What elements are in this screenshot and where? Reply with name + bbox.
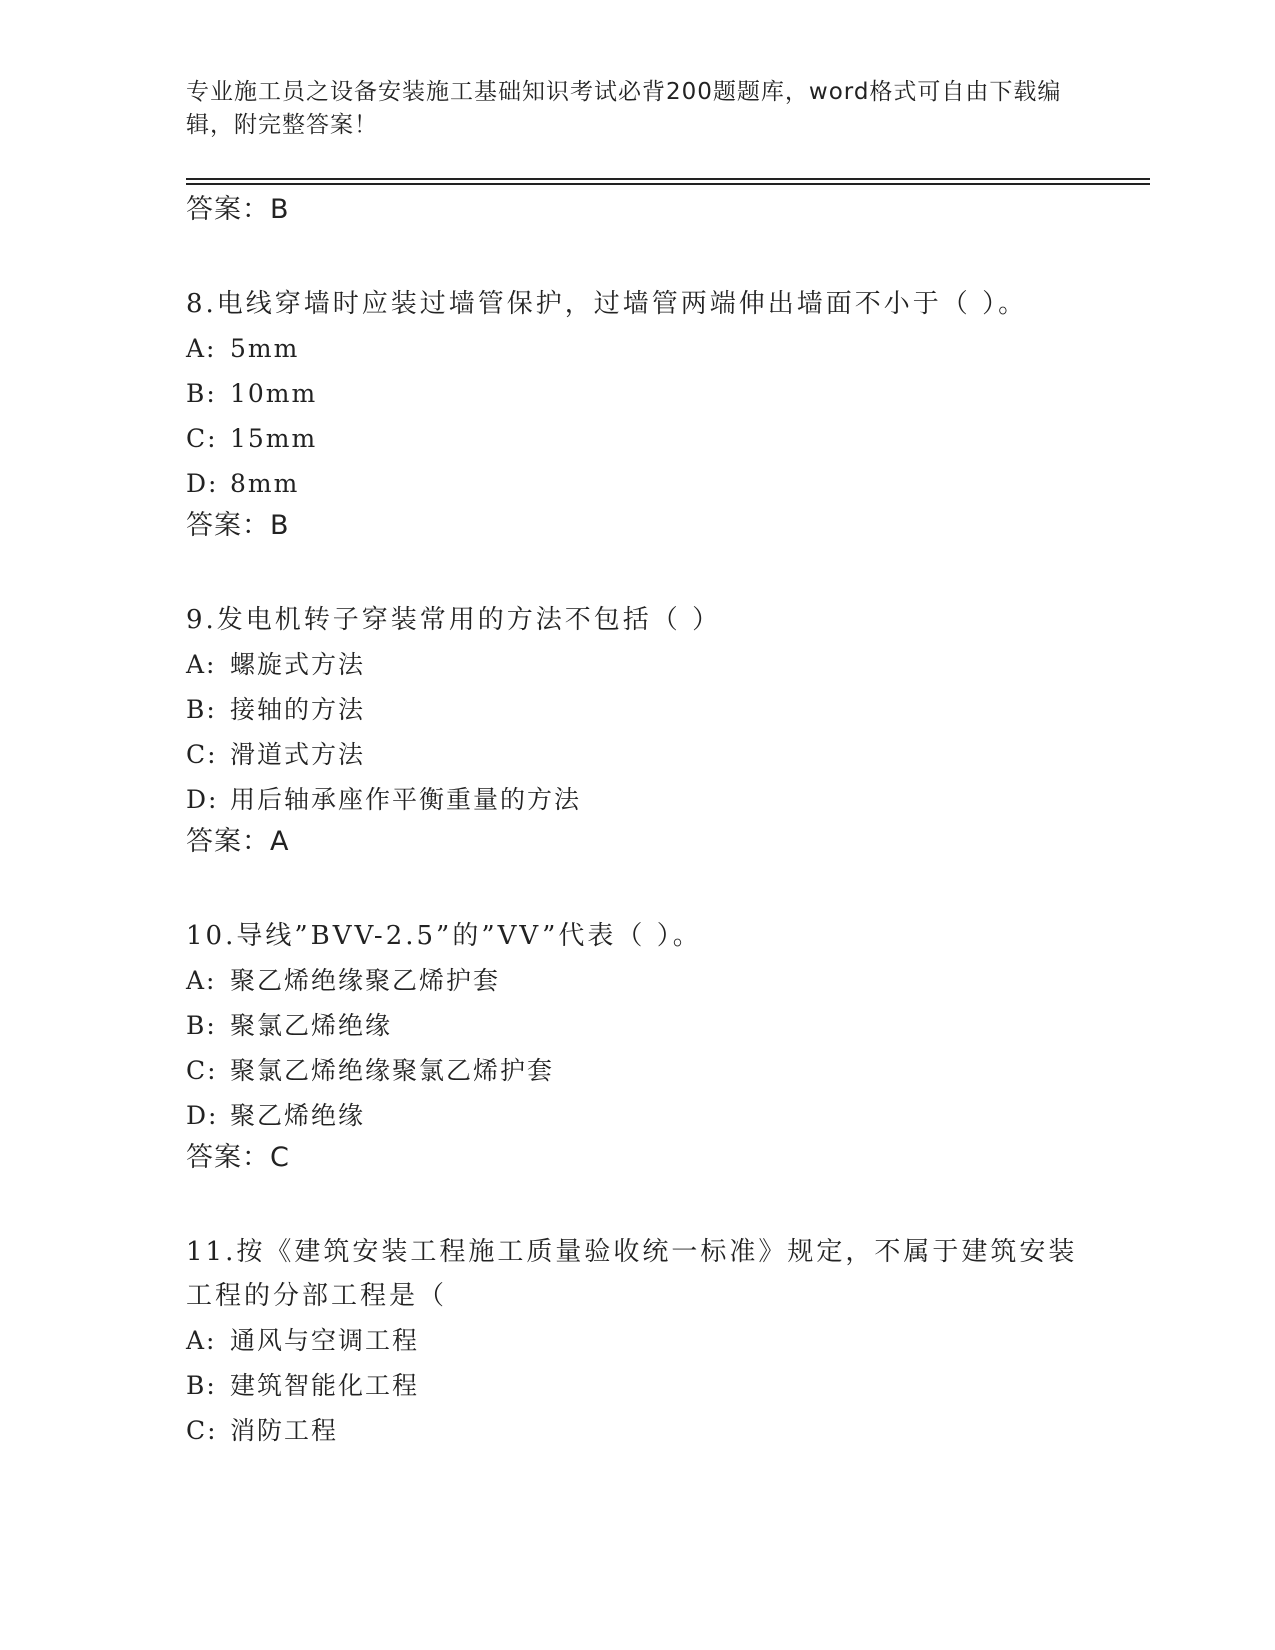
question-block: [186, 282, 1146, 598]
option-c: C: 15mm: [186, 424, 318, 453]
answer-label: 答案：B: [186, 194, 290, 225]
option-b: B: 建筑智能化工程: [186, 1371, 420, 1400]
spacer: [186, 230, 1146, 282]
option-a: A: 螺旋式方法: [186, 650, 366, 679]
option-b: B: 接轴的方法: [186, 695, 366, 724]
page-header-text: 专业施工员之设备安装施工基础知识考试必背200题题库，word格式可自由下载编辑，附完整答案！: [186, 79, 1062, 138]
question-text: 9.发电机转子穿装常用的方法不包括（ ）: [186, 605, 722, 635]
question-block: [186, 914, 1146, 1230]
answer-label: 答案：A: [186, 826, 290, 857]
option-c: C: 消防工程: [186, 1416, 339, 1445]
option-a: A: 5mm: [186, 334, 300, 363]
option-d: D: 用后轴承座作平衡重量的方法: [186, 785, 582, 814]
option-b: B: 聚氯乙烯绝缘: [186, 1011, 393, 1040]
option-c: C: 聚氯乙烯绝缘聚氯乙烯护套: [186, 1056, 555, 1085]
spacer: [186, 862, 1146, 914]
question-text: 11.按《建筑安装工程施工质量验收统一标准》规定，不属于建筑安装工程的分部工程是（: [186, 1237, 1078, 1311]
answer-label: 答案：B: [186, 510, 290, 541]
question-text: 10.导线”BVV-2.5”的”VV”代表（ ）。: [186, 921, 702, 951]
answer-label: 答案：C: [186, 1142, 290, 1173]
option-b: B: 10mm: [186, 379, 318, 408]
question-text: 8.电线穿墙时应装过墙管保护，过墙管两端伸出墙面不小于（ ）。: [186, 289, 1028, 319]
option-d: D: 聚乙烯绝缘: [186, 1101, 366, 1130]
option-c: C: 滑道式方法: [186, 740, 366, 769]
option-a: A: 聚乙烯绝缘聚乙烯护套: [186, 966, 501, 995]
option-d: D: 8mm: [186, 469, 300, 498]
option-a: A: 通风与空调工程: [186, 1326, 420, 1355]
question-block: [186, 598, 1146, 914]
header-rule-bottom: [186, 183, 1150, 185]
question-list: [186, 190, 1146, 1453]
spacer: [186, 1178, 1146, 1230]
question-block: [186, 1230, 1146, 1453]
spacer: [186, 546, 1146, 598]
header-rule-top: [186, 178, 1150, 180]
